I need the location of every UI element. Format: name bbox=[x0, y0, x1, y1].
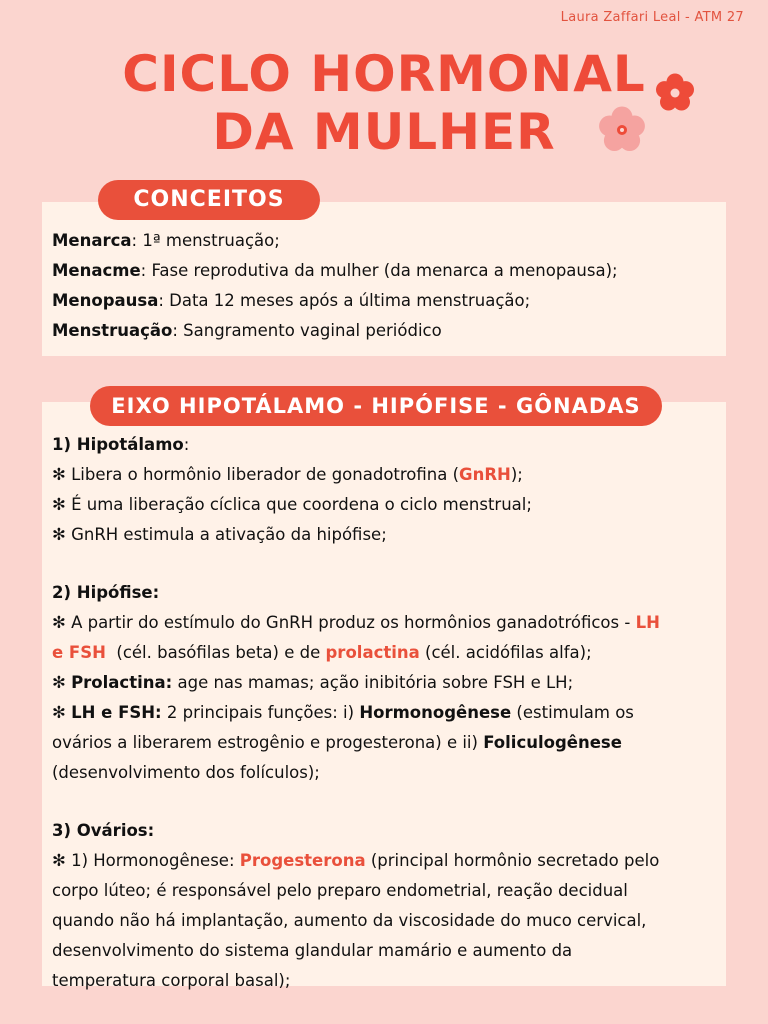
conceitos-heading: CONCEITOS bbox=[98, 180, 320, 220]
hipofise-bullet-3-cont: ovários a liberarem estrogênio e progesterona) e ii) Foliculogênese bbox=[52, 733, 622, 752]
ovarios-bullet-1-line-5: temperatura corporal basal); bbox=[52, 971, 291, 990]
flower-icon-pink bbox=[594, 102, 650, 158]
hipofise-title: 2) Hipófise: bbox=[52, 583, 160, 602]
ovarios-bullet-1: ✻ 1) Hormonogênese: Progesterona (principal hormônio secretado pelo bbox=[52, 851, 660, 870]
page-title-line-2: DA MULHER bbox=[212, 103, 556, 161]
progesterona-highlight: Progesterona bbox=[239, 851, 366, 870]
gnrh-highlight: GnRH bbox=[459, 465, 511, 484]
hipofise-bullet-3: ✻ LH e FSH: 2 principais funções: i) Hormonogênese (estimulam os bbox=[52, 703, 634, 722]
ovarios-title: 3) Ovários: bbox=[52, 821, 155, 840]
definition-menstruacao: Menstruação: Sangramento vaginal periódico bbox=[52, 321, 442, 340]
eixo-heading: EIXO HIPOTÁLAMO - HIPÓFISE - GÔNADAS bbox=[90, 386, 662, 426]
page-title-line-1: CICLO HORMONAL bbox=[122, 45, 646, 103]
eixo-content bbox=[52, 430, 722, 996]
hipotalamo-title: 1) Hipotálamo: bbox=[52, 435, 190, 454]
hipofise-bullet-2: ✻ Prolactina: age nas mamas; ação inibitória sobre FSH e LH; bbox=[52, 673, 574, 692]
flower-icon-red bbox=[652, 70, 698, 116]
author-credit: Laura Zaffari Leal - ATM 27 bbox=[560, 10, 744, 25]
definition-menarca: Menarca: 1ª menstruação; bbox=[52, 231, 280, 250]
definition-menacme: Menacme: Fase reprodutiva da mulher (da menarca a menopausa); bbox=[52, 261, 618, 280]
hipotalamo-bullet-3: ✻ GnRH estimula a ativação da hipófise; bbox=[52, 525, 387, 544]
ovarios-bullet-1-line-2: corpo lúteo; é responsável pelo preparo endometrial, reação decidual bbox=[52, 881, 628, 900]
hipofise-bullet-1-cont: e FSH (cél. basófilas beta) e de prolactina (cél. acidófilas alfa); bbox=[52, 643, 592, 662]
ovarios-bullet-1-line-3: quando não há implantação, aumento da viscosidade do muco cervical, bbox=[52, 911, 647, 930]
ovarios-bullet-1-line-4: desenvolvimento do sistema glandular mamário e aumento da bbox=[52, 941, 573, 960]
conceitos-list bbox=[52, 226, 722, 346]
hipofise-bullet-1: ✻ A partir do estímulo do GnRH produz os hormônios ganadotróficos - LH bbox=[52, 613, 660, 632]
hipotalamo-bullet-1: ✻ Libera o hormônio liberador de gonadotrofina (GnRH); bbox=[52, 465, 523, 484]
definition-menopausa: Menopausa: Data 12 meses após a última menstruação; bbox=[52, 291, 531, 310]
hipotalamo-bullet-2: ✻ É uma liberação cíclica que coordena o ciclo menstrual; bbox=[52, 495, 532, 514]
hipofise-bullet-3-end: (desenvolvimento dos folículos); bbox=[52, 763, 320, 782]
